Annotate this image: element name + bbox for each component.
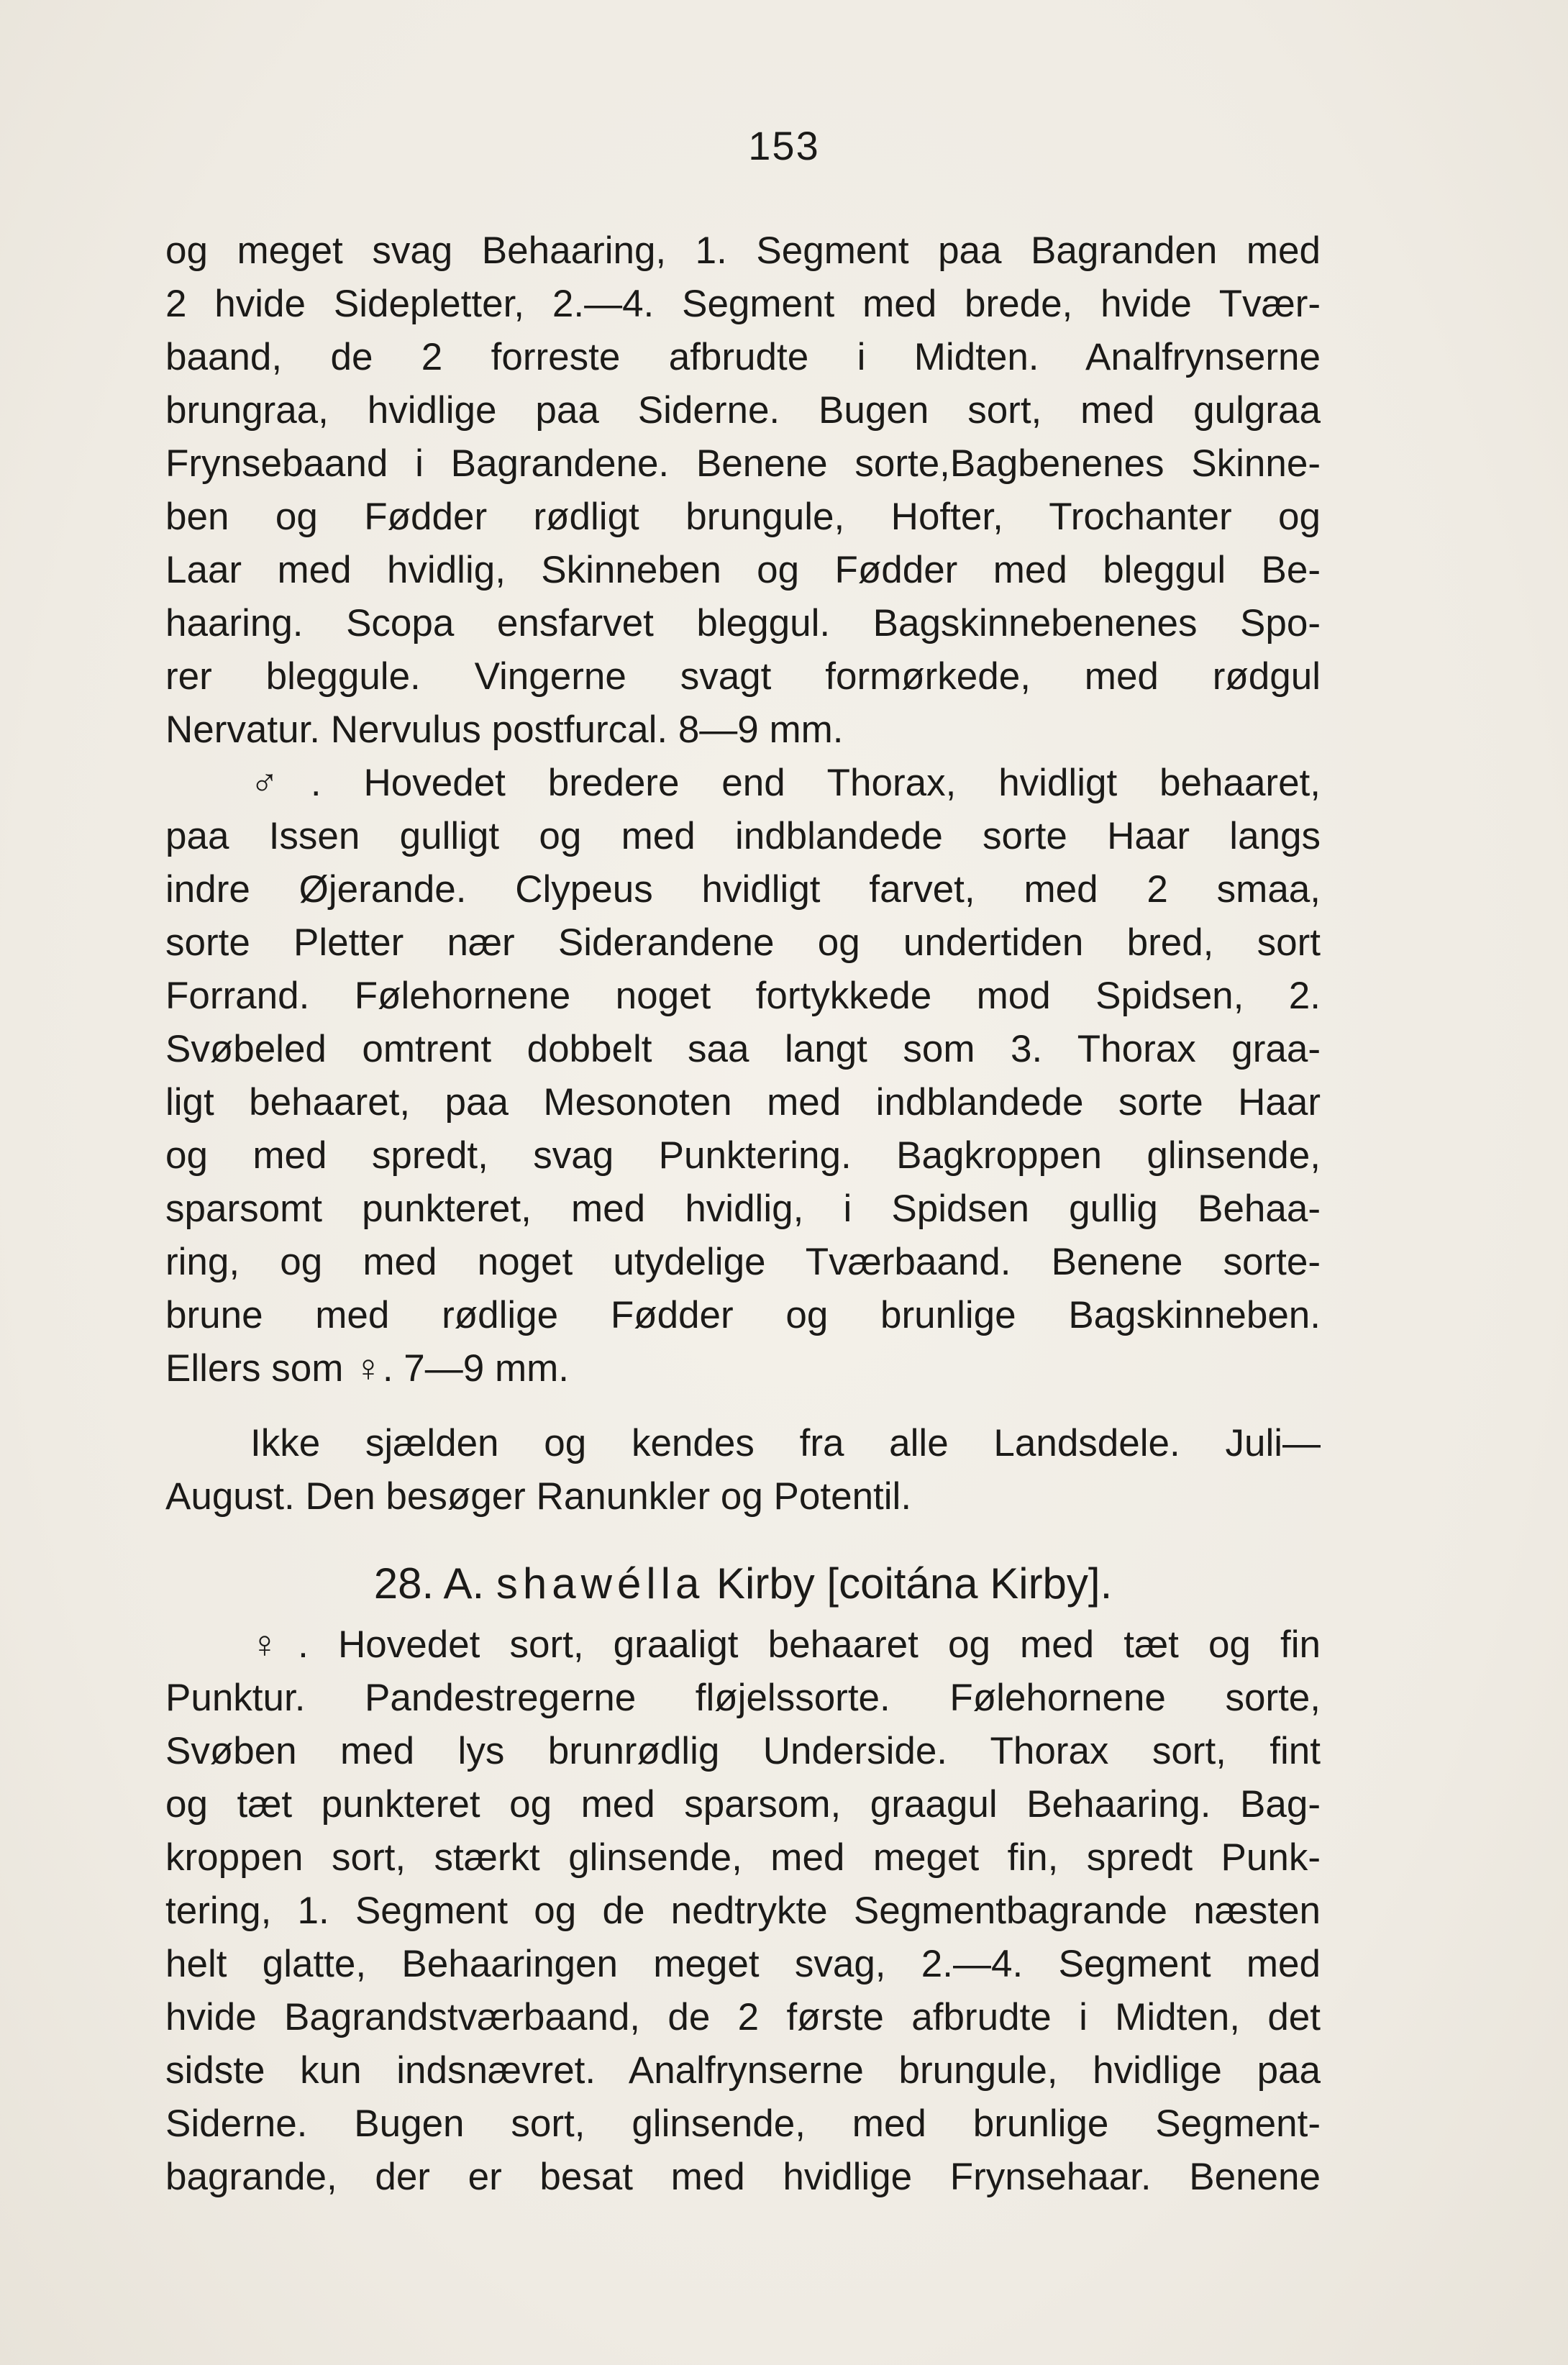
page-number: 153 — [748, 123, 820, 168]
text-line: Ellers som ♀. 7—9 mm. — [165, 1347, 570, 1390]
text-line: og med spredt, svag Punktering. Bagkroppen glinsende, — [165, 1134, 1321, 1177]
text-block-species-description — [165, 1618, 1321, 2204]
species-heading — [165, 1554, 1321, 1614]
species-synonym: [coitána Kirby]. — [826, 1559, 1113, 1608]
text-line: Frynsebaand i Bagrandene. Benene sorte,Bagbenenes Skinne- — [165, 442, 1321, 485]
text-line: brune med rødlige Fødder og brunlige Bagskinneben. — [165, 1294, 1321, 1336]
text-block-distribution — [165, 1417, 1321, 1523]
species-author: Kirby — [716, 1559, 815, 1608]
text-line: Forrand. Følehornene noget fortykkede mod Spidsen, 2. — [165, 975, 1321, 1017]
text-line: og tæt punkteret og med sparsom, graagul Behaaring. Bag- — [165, 1783, 1321, 1826]
text-line: Svøben med lys brunrødlig Underside. Thorax sort, fint — [165, 1730, 1321, 1772]
text-line: og meget svag Behaaring, 1. Segment paa Bagranden med — [165, 229, 1321, 272]
text-line: Punktur. Pandestregerne fløjelssorte. Følehornene sorte, — [165, 1677, 1321, 1719]
text-line: Siderne. Bugen sort, glinsende, med brunlige Segment- — [165, 2102, 1321, 2145]
text-line: August. Den besøger Ranunkler og Potentil. — [165, 1475, 912, 1518]
text-line: ♀. Hovedet sort, graaligt behaaret og med tæt og fin — [250, 1623, 1321, 1666]
text-line: helt glatte, Behaaringen meget svag, 2.—4. Segment med — [165, 1943, 1321, 1985]
species-name: shawélla — [496, 1559, 705, 1608]
text-line: tering, 1. Segment og de nedtrykte Segmentbagrande næsten — [165, 1890, 1321, 1932]
text-line: indre Øjerande. Clypeus hvidligt farvet, med 2 smaa, — [165, 868, 1321, 911]
text-line: paa Issen gulligt og med indblandede sorte Haar langs — [165, 815, 1321, 857]
text-line: Svøbeled omtrent dobbelt saa langt som 3. Thorax graa- — [165, 1028, 1321, 1070]
text-line: Nervatur. Nervulus postfurcal. 8—9 mm. — [165, 708, 844, 751]
text-line: Ikke sjælden og kendes fra alle Landsdele. Juli— — [250, 1422, 1321, 1464]
text-line: sorte Pletter nær Siderandene og undertiden bred, sort — [165, 921, 1321, 964]
species-genus: A. — [443, 1559, 485, 1608]
text-line: kroppen sort, stærkt glinsende, med meget fin, spredt Punk- — [165, 1836, 1321, 1879]
text-line: ben og Fødder rødligt brungule, Hofter, Trochanter og — [165, 496, 1321, 538]
text-line: ring, og med noget utydelige Tværbaand. Benene sorte- — [165, 1241, 1321, 1283]
text-line: haaring. Scopa ensfarvet bleggul. Bagskinnebenenes Spo- — [165, 602, 1321, 644]
text-line: baand, de 2 forreste afbrudte i Midten. Analfrynserne — [165, 336, 1321, 378]
text-block-description — [165, 224, 1321, 1395]
text-line: ♂. Hovedet bredere end Thorax, hvidligt behaaret, — [250, 762, 1321, 804]
text-line: Laar med hvidlig, Skinneben og Fødder med bleggul Be- — [165, 549, 1321, 591]
text-line: rer bleggule. Vingerne svagt formørkede, med rødgul — [165, 655, 1321, 698]
text-line: bagrande, der er besat med hvidlige Frynsehaar. Benene — [165, 2156, 1321, 2198]
species-number: 28. — [373, 1559, 434, 1608]
text-line: ligt behaaret, paa Mesonoten med indblandede sorte Haar — [165, 1081, 1321, 1124]
text-line: brungraa, hvidlige paa Siderne. Bugen sort, med gulgraa — [165, 389, 1321, 432]
text-line: 2 hvide Sidepletter, 2.—4. Segment med brede, hvide Tvær- — [165, 283, 1321, 325]
text-line: sidste kun indsnævret. Analfrynserne brungule, hvidlige paa — [165, 2049, 1321, 2092]
text-line: hvide Bagrandstværbaand, de 2 første afbrudte i Midten, det — [165, 1996, 1321, 2038]
text-line: sparsomt punkteret, med hvidlig, i Spidsen gullig Behaa- — [165, 1188, 1321, 1230]
